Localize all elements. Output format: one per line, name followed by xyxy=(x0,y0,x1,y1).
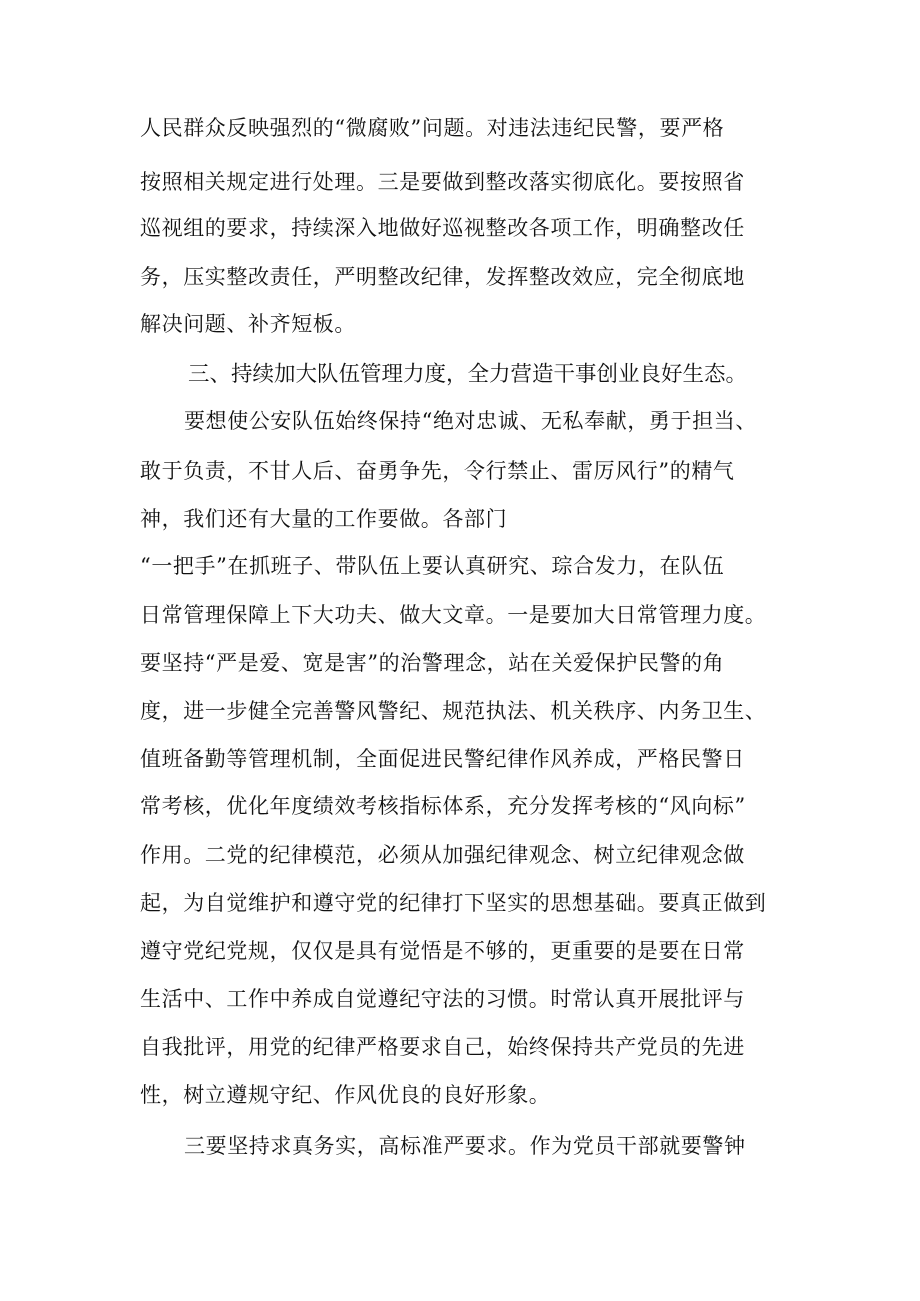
paragraph-line-14: 值班备勤等管理机制，全面促进民警纪律作风养成，严格民警日 xyxy=(140,747,745,771)
paragraph-line-13: 度，进一步健全完善警风警纪、规范执法、机关秩序、内务卫生、 xyxy=(140,699,767,723)
paragraph-line-4: 务，压实整改责任，严明整改纪律，发挥整改效应，完全彻底地 xyxy=(140,265,745,289)
paragraph-line-2: 按照相关规定进行处理。三是要做到整改落实彻底化。要按照省 xyxy=(140,170,745,194)
paragraph-line-11: 日常管理保障上下大功夫、做大文章。一是要加大日常管理力度。 xyxy=(140,603,767,627)
paragraph-line-18: 遵守党纪党规，仅仅是具有觉悟是不够的，更重要的是要在日常 xyxy=(140,939,745,963)
paragraph-line-16: 作用。二党的纪律模范，必须从加强纪律观念、树立纪律观念做 xyxy=(140,843,745,867)
paragraph-line-22: 三要坚持求真务实，高标准严要求。作为党员干部就要警钟 xyxy=(184,1134,746,1158)
paragraph-line-19: 生活中、工作中养成自觉遵纪守法的习惯。时常认真开展批评与 xyxy=(140,987,745,1011)
paragraph-line-12: 要坚持“严是爱、宽是害”的治警理念，站在关爱保护民警的角 xyxy=(140,651,725,675)
section-heading: 三、持续加大队伍管理力度，全力营造干事创业良好生态。 xyxy=(188,362,748,387)
paragraph-line-17: 起，为自觉维护和遵守党的纪律打下坚实的思想基础。要真正做到 xyxy=(140,891,767,915)
paragraph-line-1: 人民群众反映强烈的“微腐败”问题。对违法违纪民警，要严格 xyxy=(140,116,725,140)
paragraph-line-10: “一把手”在抓班子、带队伍上要认真研究、琮合发力，在队伍 xyxy=(140,554,725,578)
paragraph-line-3: 巡视组的要求，持续深入地做好巡视整改各项工作，明确整改任 xyxy=(140,216,745,240)
paragraph-line-20: 自我批评，用党的纪律严格要求自己，始终保持共产党员的先进 xyxy=(140,1035,745,1059)
paragraph-line-5: 解决问题、补齐短板。 xyxy=(140,312,356,336)
paragraph-line-15: 常考核，优化年度绩效考核指标体系，充分发挥考核的“风向标” xyxy=(140,794,746,818)
paragraph-line-7: 要想使公安队伍始终保持“绝对忠诚、无私奉献，勇于担当、 xyxy=(184,409,757,433)
paragraph-line-8: 敢于负责，不甘人后、奋勇争先，令行禁止、雷厉风行”的精气 xyxy=(140,459,735,483)
paragraph-line-9: 神，我们还有大量的工作要做。各部门 xyxy=(140,507,508,531)
paragraph-line-21: 性，树立遵规守纪、作风优良的良好形象。 xyxy=(140,1083,551,1107)
